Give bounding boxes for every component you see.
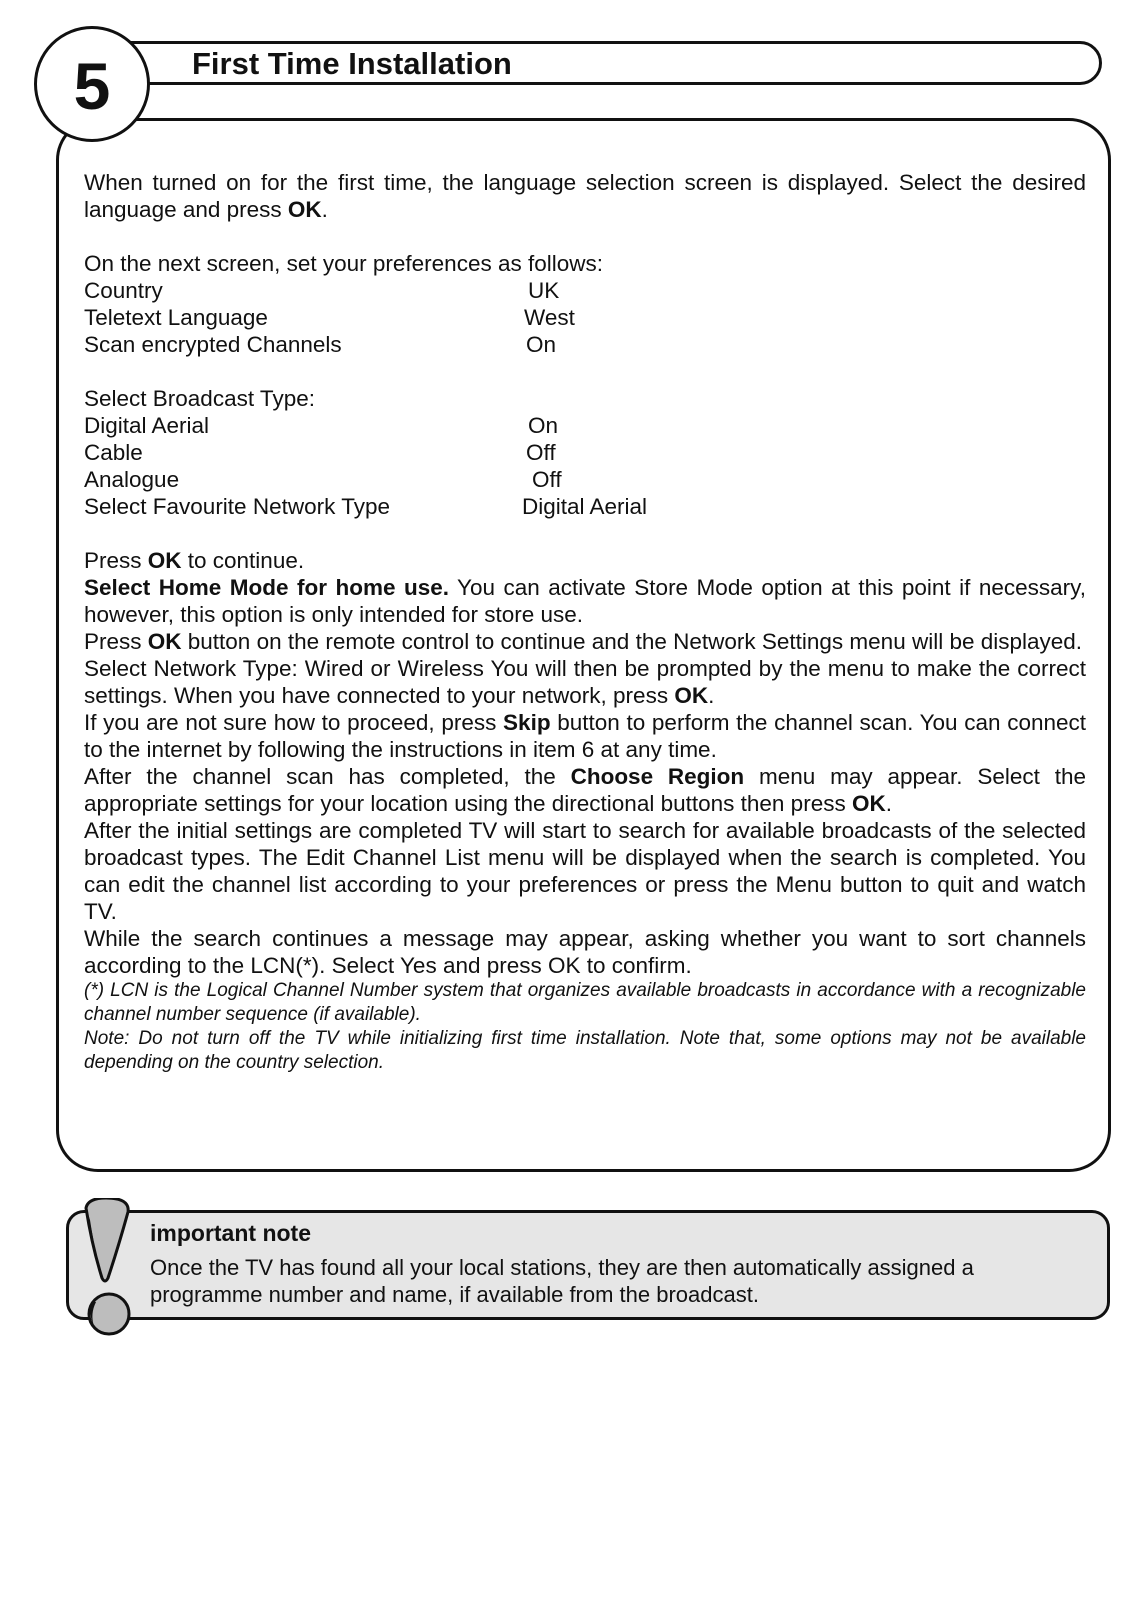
section-number-badge: [34, 26, 150, 142]
broadcast-row: [84, 439, 1086, 466]
page-title: First Time Installation: [192, 46, 512, 81]
preference-value: West: [524, 305, 575, 330]
preference-row: [84, 331, 1086, 358]
text: button to perform the channel scan. You can connect to the internet by following the instructions in item 6 at any time.: [84, 710, 1087, 762]
preferences-intro: On the next screen, set your preferences as follows:: [84, 251, 604, 276]
broadcast-label: Cable: [84, 440, 143, 465]
preference-value: On: [526, 332, 557, 357]
network-paragraph: [84, 628, 1086, 655]
broadcast-value: Off: [532, 467, 562, 492]
skip-paragraph: [84, 709, 1086, 763]
preference-row: [84, 304, 1086, 331]
home-mode-bold: Select Home Mode for home use.: [84, 575, 449, 600]
preference-label: Country: [84, 278, 163, 303]
section-number: 5: [73, 49, 111, 123]
preference-row: [84, 277, 1086, 304]
continue-line: [84, 547, 1086, 574]
text: You can activate Store Mode option at this point if necessary, however, this option is only intended for store use.: [84, 575, 1086, 627]
ok-bold: OK: [674, 683, 709, 708]
lcn-footnote: (*) LCN is the Logical Channel Number system that organizes available broadcasts in accordance with a recognizable channel number sequence (if available).: [84, 980, 1086, 1025]
broadcast-value: Off: [526, 440, 556, 465]
text: menu may appear. Select the appropriate settings for your location using the directional buttons then press: [84, 764, 1086, 816]
ok-bold: OK: [147, 629, 182, 654]
broadcast-value: On: [528, 413, 559, 438]
preference-label: Teletext Language: [84, 305, 268, 330]
region-paragraph: [84, 763, 1086, 817]
important-note-body: Once the TV has found all your local stations, they are then automatically assigned a programme number and name, if available from the broadcast.: [150, 1255, 974, 1307]
skip-bold: Skip: [503, 710, 551, 735]
text: .: [708, 683, 715, 708]
search-paragraph: After the initial settings are completed TV will start to search for available broadcasts of the selected broadcast types. The Edit Channel List menu will be displayed when the search is completed. You can edit the channel list according to your preferences or press the Menu button to quit and watch TV.: [84, 818, 1086, 924]
text: button on the remote control to continue and the Network Settings menu will be displayed.: [181, 629, 1083, 654]
broadcast-label: Select Favourite Network Type: [84, 494, 390, 519]
text: If you are not sure how to proceed, press: [84, 710, 504, 735]
intro-text: When turned on for the first time, the language selection screen is displayed. Select the desired language and press: [84, 170, 1086, 222]
text: to continue.: [181, 548, 305, 573]
network-type-paragraph: [84, 655, 1086, 709]
broadcast-label: Analogue: [84, 467, 180, 492]
intro-end: .: [321, 197, 328, 222]
choose-region-bold: Choose Region: [570, 764, 745, 789]
broadcast-row: [84, 412, 1086, 439]
broadcast-row: [84, 466, 1086, 493]
text: Select Network Type: Wired or Wireless You will then be prompted by the menu to make the correct settings. When you have connected to your network, press: [84, 656, 1086, 708]
preference-value: UK: [528, 278, 560, 303]
broadcast-row: [84, 493, 1086, 520]
broadcast-heading: Select Broadcast Type:: [84, 386, 315, 411]
text: Press: [84, 548, 148, 573]
broadcast-value: Digital Aerial: [522, 494, 648, 519]
lcn-paragraph: While the search continues a message may appear, asking whether you want to sort channels according to the LCN(*). Select Yes and press OK to confirm.: [84, 926, 1086, 978]
home-mode-paragraph: [84, 574, 1086, 628]
exclamation-icon: [78, 1198, 140, 1338]
important-note-title: important note: [150, 1220, 311, 1246]
broadcast-label: Digital Aerial: [84, 413, 210, 438]
text: After the channel scan has completed, the: [84, 764, 571, 789]
text: .: [885, 791, 892, 816]
ok-bold: OK: [287, 197, 322, 222]
intro-paragraph: [84, 169, 1086, 223]
instructions-body: [84, 169, 1086, 1075]
text: Press: [84, 629, 148, 654]
preference-label: Scan encrypted Channels: [84, 332, 342, 357]
installation-note: Note: Do not turn off the TV while initializing first time installation. Note that, some options may not be available depending on the country selection.: [84, 1028, 1086, 1073]
ok-bold: OK: [851, 791, 886, 816]
ok-bold: OK: [147, 548, 182, 573]
